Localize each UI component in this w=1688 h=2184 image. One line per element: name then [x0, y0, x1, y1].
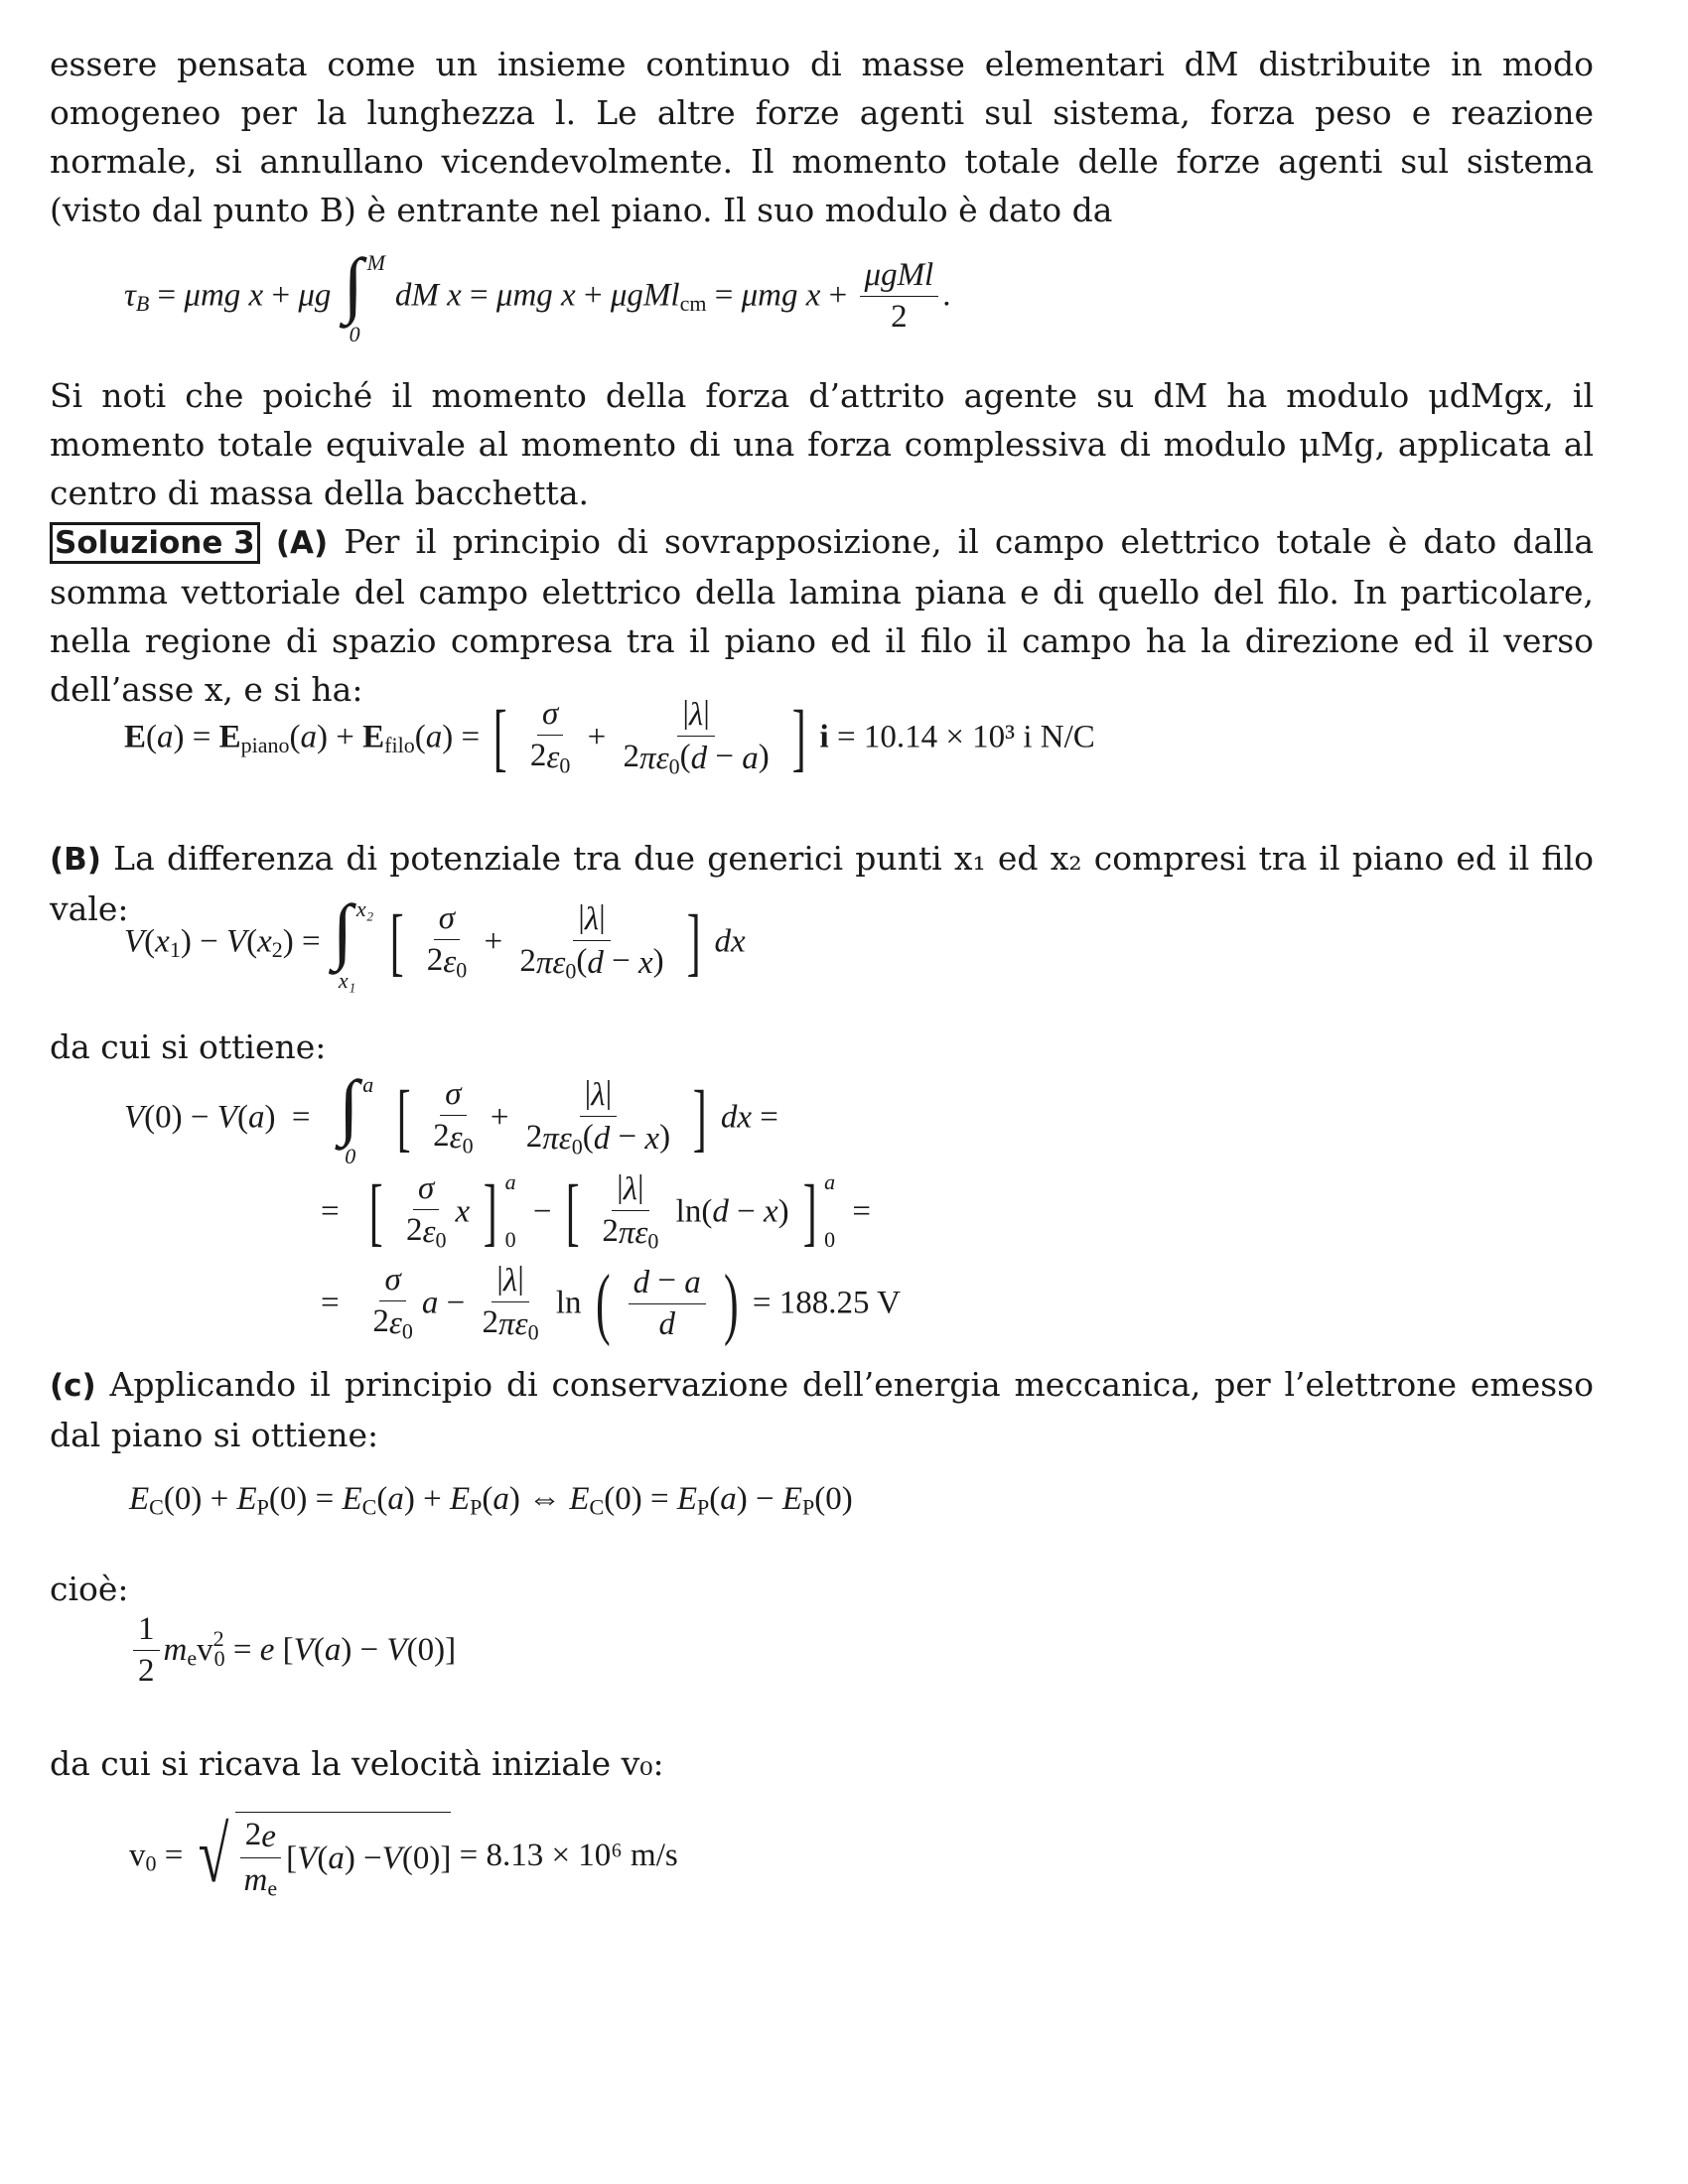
- paragraph-cioe: [50, 1565, 1594, 1613]
- paragraph-derive: [50, 1023, 1594, 1071]
- equation-kinetic: $\frac{1}{2}$ $m_ev^2_0 = e$ [V(a) − V(0)]: [129, 1613, 456, 1688]
- equation-torque: $\tau_B = \mu mg$ x + μg ∫ M 0 dM x = μmg x + μgMl$_{cm}$ = μmg x + $\frac{\text{μgMl}}{2}$ .: [124, 244, 951, 346]
- paragraph-text: Si noti che poiché il momento della forza d’attrito agente su dM ha modulo μdMgx, il momento totale equivale al momento di una forza complessiva di modulo μMg, applicata al centro di massa della bacchetta.: [50, 376, 1594, 512]
- solution-3: [50, 517, 1594, 714]
- part-label-c: (c): [50, 1368, 96, 1404]
- equation-potential-general: $V(x_1) - V(x_2)$ = ∫ x₂ x₁ [ $\frac{\sigma}{2\varepsilon_0}$ + $\frac{|\lambda|}{2\pi\varepsilon_0(d - x)}$ ] dx: [124, 889, 746, 993]
- part-c: [50, 1360, 1594, 1459]
- equation-potential-line1: V(0) − V(a) = ∫ a 0 [ $\frac{\sigma}{2\varepsilon_0}$ + $\frac{|\lambda|}{2\pi\varepsilon_0(d - x)}$ ] dx =: [124, 1065, 778, 1168]
- potential-result: 188.25 V: [778, 1285, 902, 1321]
- paragraph-text: essere pensata come un insieme continuo di masse elementari dM distribuite in modo omogeneo per la lunghezza l. Le altre forze agenti sul sistema, forza peso e reazione normale, si annullano vicendevolmente. Il momento totale delle forze agenti sul sistema (visto dal punto B) è entrante nel piano. Il suo modulo è dato da: [50, 45, 1594, 229]
- paragraph-text: cioè:: [50, 1570, 129, 1608]
- equation-energy: $E_C(0) + E_P(0) = E_C(a) + E_P(a)$ ⇔ $E_C(0) = E_P(a) - E_P(0)$: [129, 1480, 853, 1520]
- paragraph-text: Applicando il principio di conservazione dell’energia meccanica, per l’elettrone emesso dal piano si ottiene:: [50, 1365, 1594, 1454]
- equation-velocity: $v_0$ = √ $\frac{2e}{m_e}$ [ V ( a ) − V (0)] = 8.13 × 10⁶ m/s: [129, 1812, 678, 1901]
- part-label-b: (B): [50, 842, 101, 878]
- paragraph-text: da cui si ottiene:: [50, 1027, 327, 1066]
- paragraph-velocity: [50, 1739, 1594, 1788]
- field-result: 10.14 × 10³ i N/C: [863, 719, 1095, 755]
- equation-field: $E(a) = E_{piano}(a) + E_{filo}(a)$ = [ $\frac{\sigma}{2\varepsilon_0}$ + $\frac{|\lambda|}{2\pi\varepsilon_0(d - a)}$ ] i = 10.14 × 10³ i N/C: [124, 695, 1095, 779]
- paragraph-intro: [50, 40, 1594, 234]
- equation-potential-line2: = [ $\frac{\sigma}{2\varepsilon_0}$ x ] a 0 − [ $\frac{|\lambda|}{2\pi\varepsilon_0}$ ln(d − x) ] a 0 =: [321, 1168, 872, 1254]
- equation-potential-line3: = $\frac{\sigma}{2\varepsilon_0}$ a − $\frac{|\lambda|}{2\pi\varepsilon_0}$ ln ( $\frac{d - a}{d}$ ) = 188.25 V: [321, 1259, 902, 1347]
- velocity-result: 8.13 × 10⁶ m/s: [486, 1837, 678, 1873]
- paragraph-note: [50, 371, 1594, 517]
- paragraph-text: La differenza di potenziale tra due generici punti x₁ ed x₂ compresi tra il piano ed il filo vale:: [50, 839, 1594, 928]
- part-label-a: (A): [275, 525, 329, 561]
- paragraph-text: Per il principio di sovrapposizione, il campo elettrico totale è dato dalla somma vettoriale del campo elettrico della lamina piana e di quello del filo. In particolare, nella regione di spazio compresa tra il piano ed il filo il campo ha la direzione ed il verso dell’asse x, e si ha:: [50, 522, 1595, 709]
- section-header: Soluzione 3: [50, 522, 260, 564]
- paragraph-text: da cui si ricava la velocità iniziale v₀:: [50, 1744, 664, 1783]
